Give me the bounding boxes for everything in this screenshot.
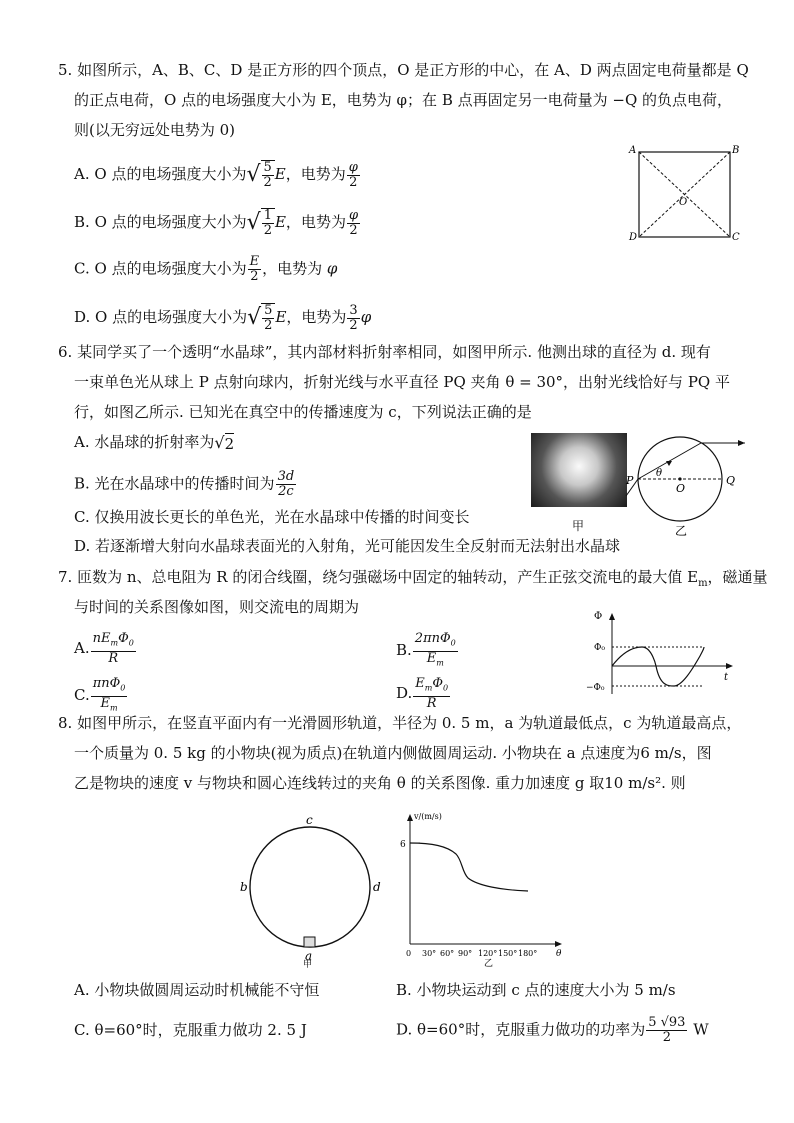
block-square	[304, 937, 315, 947]
q6-refraction-figure	[620, 428, 750, 540]
origin-label: 0	[406, 949, 412, 958]
figure-jia-label: 甲	[303, 960, 313, 968]
q6-stem-line1: 6. 某同学买了一个透明“水晶球”，其内部材料折射率相同，如图甲所示. 他测出球的直径为 d. 现有	[58, 343, 711, 361]
vertex-a-label: A	[629, 145, 637, 156]
t-axis-arrow-icon	[726, 663, 733, 669]
q5-option-a: A. O 点的电场强度大小为√ $\frac{5}{2}$ E，电势为 $\frac{\varphi}{2}$	[74, 159, 358, 190]
q6-option-c: C. 仅换用波长更长的单色光，光在水晶球中传播的时间变长	[74, 508, 470, 526]
theta-axis-arrow-icon	[555, 941, 562, 947]
q8-stem-line1: 8. 如图甲所示，在竖直平面内有一光滑圆形轨道，半径为 0. 5 m，a 为轨道最低点，c 为轨道最高点，	[58, 714, 742, 732]
figure-yi-label: 乙	[675, 524, 688, 538]
q5-stem-line2: 的正点电荷，O 点的电场强度大小为 E，电势为 φ；在 B 点再固定另一电荷量为 −Q 的负点电荷，	[74, 91, 733, 109]
x-tick-90: 90°	[458, 949, 473, 958]
v6-tick-label: 6	[400, 840, 406, 850]
point-c-label: c	[306, 813, 313, 827]
phi0-label: Φ₀	[594, 643, 605, 653]
q7-option-c: C. $\frac{\pi n\Phi_0}{E_m}$	[74, 676, 126, 713]
center-o-label: O	[679, 197, 688, 208]
q8-stem-line3: 乙是物块的速度 v 与物块和圆心连线转过的夹角 θ 的关系图像. 重力加速度 g 取10 m/s². 则	[74, 774, 686, 792]
figure-yi-label: 乙	[484, 959, 494, 969]
t-axis-label: t	[724, 672, 729, 683]
figure-jia-label: 甲	[572, 519, 585, 533]
q7-flux-graph	[584, 610, 734, 700]
y-axis-arrow-icon	[609, 613, 615, 620]
q5-option-d: D. O 点的电场强度大小为√ $\frac{5}{2}$ E，电势为 $\frac{3}{2}$ φ	[74, 302, 372, 333]
phi-axis-label: Φ	[594, 611, 603, 622]
q7-option-d: D. $\frac{E_m\Phi_0}{R}$	[396, 676, 449, 711]
q6-stem-line2: 一束单色光从球上 P 点射向球内，折射光线与水平直径 PQ 夹角 θ = 30°，出射光线恰好与 PQ 平	[74, 373, 730, 391]
track-circle	[250, 827, 370, 947]
q6-option-b: B. 光在水晶球中的传播时间为 $\frac{3d}{2c}$	[74, 469, 295, 499]
vertex-c-label: C	[732, 232, 740, 243]
point-q-label: Q	[726, 474, 736, 487]
x-tick-60: 60°	[440, 949, 455, 958]
q8-velocity-graph	[392, 808, 582, 970]
point-d-label: d	[373, 880, 381, 894]
q5-option-c: C. O 点的电场强度大小为 $\frac{E}{2}$ ，电势为 φ	[74, 254, 338, 284]
crystal-ball-photo	[531, 433, 627, 507]
vertex-d-label: D	[629, 232, 638, 243]
q6-stem-line3: 行，如图乙所示. 已知光在真空中的传播速度为 c，下列说法正确的是	[74, 403, 532, 421]
q5-option-b: B. O 点的电场强度大小为√ $\frac{1}{2}$ E，电势为 $\frac{\varphi}{2}$	[74, 207, 359, 238]
q7-stem-line2: 与时间的关系图像如图，则交流电的周期为	[74, 598, 360, 616]
q5-square-figure	[620, 140, 750, 245]
point-a-label: a	[305, 949, 313, 963]
arrow-icon	[738, 440, 745, 446]
vertex-b-label: B	[732, 145, 740, 156]
q8-track-figure	[236, 810, 386, 968]
center-dot	[678, 477, 681, 480]
q8-option-a: A. 小物块做圆周运动时机械能不守恒	[74, 981, 320, 999]
x-tick-120: 120°	[478, 949, 498, 958]
q8-option-d: D. θ=60°时，克服重力做功的功率为 $\frac{5 √93}{2}$ W	[396, 1015, 709, 1045]
q6-option-a: A. 水晶球的折射率为√2	[74, 433, 235, 453]
point-p-label: P	[626, 474, 634, 487]
x-tick-150: 150°	[498, 949, 518, 958]
theta-axis-label: θ	[556, 949, 562, 959]
x-tick-30: 30°	[422, 949, 437, 958]
velocity-curve	[410, 843, 528, 891]
q5-stem-line3: 则(以无穷远处电势为 0)	[74, 121, 236, 139]
q8-option-c: C. θ=60°时，克服重力做功 2. 5 J	[74, 1021, 307, 1039]
q7-option-a: A. $\frac{nE_m\Phi_0}{R}$	[74, 631, 134, 666]
q7-stem-line1: 7. 匝数为 n、总电阻为 R 的闭合线圈，绕匀强磁场中固定的轴转动，产生正弦交流电的最大值 $E_m$，磁通量	[58, 568, 768, 589]
point-b-label: b	[240, 880, 248, 894]
v-axis-label: v/(m/s)	[414, 812, 442, 821]
q8-option-b: B. 小物块运动到 c 点的速度大小为 5 m/s	[396, 981, 676, 999]
point-o-label: O	[676, 482, 686, 495]
arrow-icon	[666, 461, 672, 466]
q8-stem-line2: 一个质量为 0. 5 kg 的小物块(视为质点)在轨道内侧做圆周运动. 小物块在 a 点速度为6 m/s，图	[74, 744, 712, 762]
v-axis-arrow-icon	[407, 814, 413, 821]
neg-phi0-label: −Φ₀	[586, 683, 605, 693]
theta-label: θ	[656, 468, 663, 479]
q6-option-d: D. 若逐渐增大射向水晶球表面光的入射角，光可能因发生全反射而无法射出水晶球	[74, 537, 621, 555]
x-tick-180: 180°	[518, 949, 538, 958]
q7-option-b: B. $\frac{2\pi n\Phi_0}{E_m}$	[396, 631, 456, 668]
q5-stem-line1: 5. 如图所示，A、B、C、D 是正方形的四个顶点，O 是正方形的中心，在 A、D 两点固定电荷量都是 Q	[58, 61, 749, 79]
